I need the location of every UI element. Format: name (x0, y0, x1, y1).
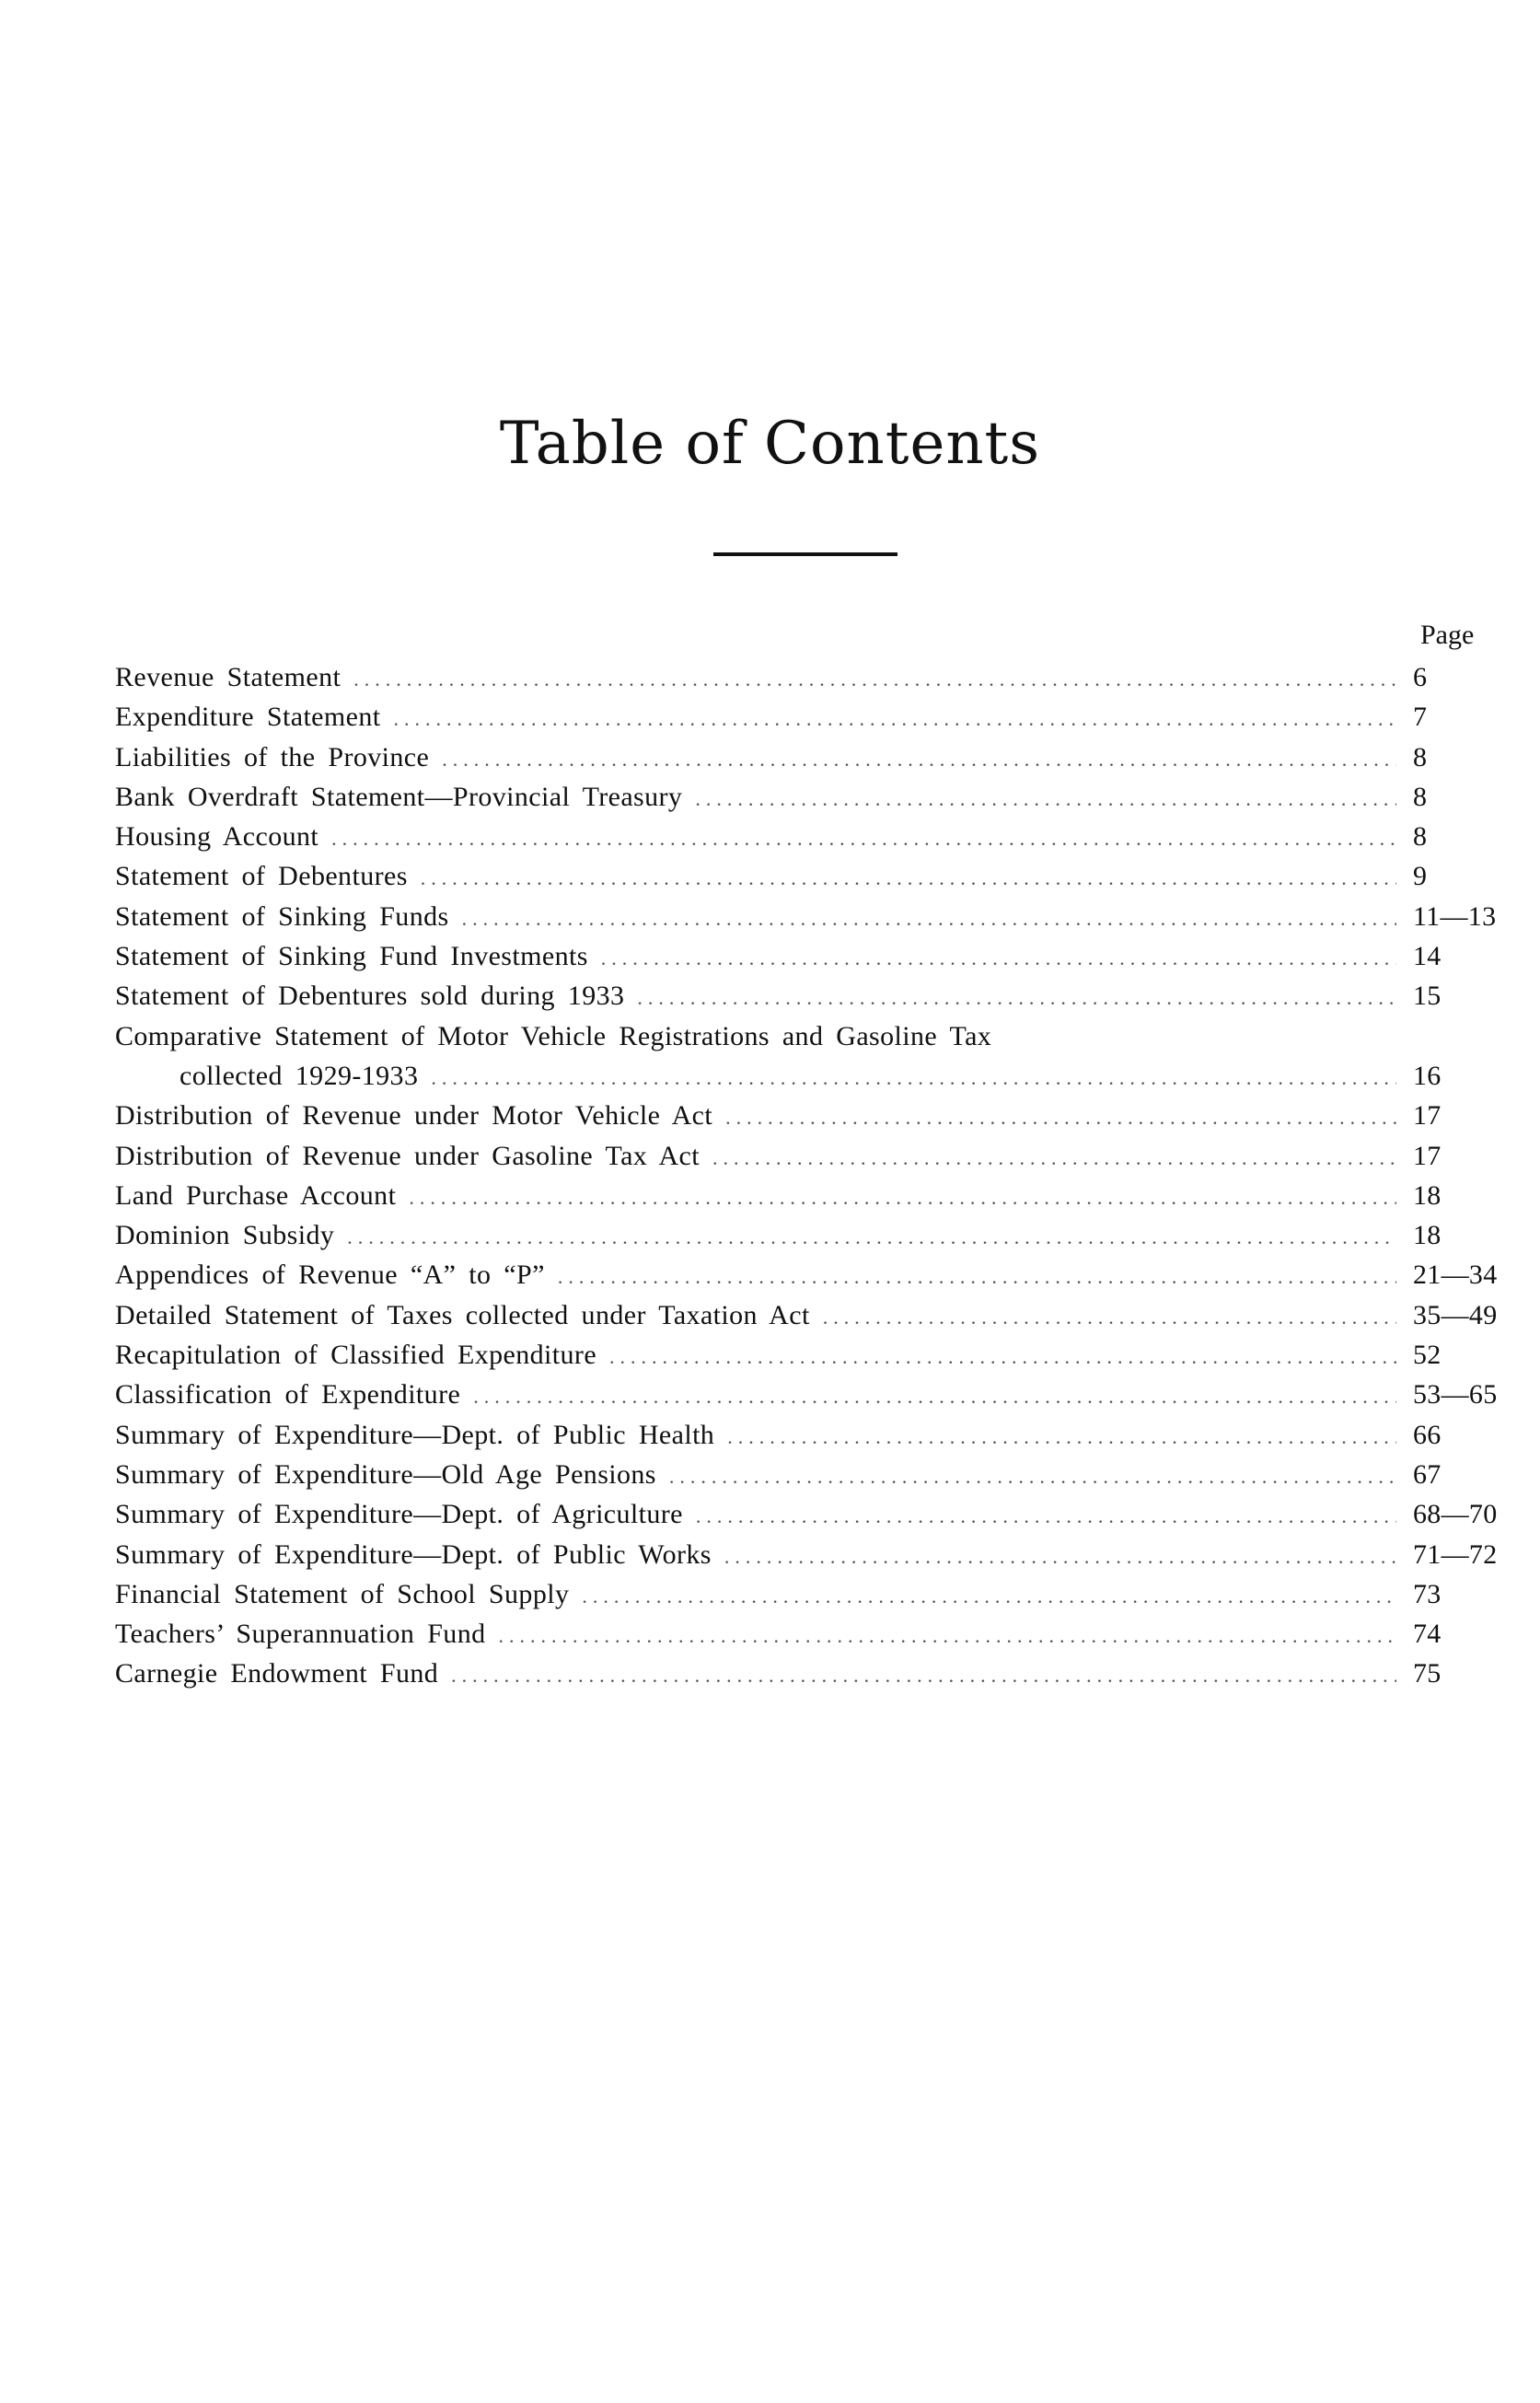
toc-entry-label: Statement of Debentures (115, 861, 408, 892)
toc-entry-page: 8 (1413, 781, 1428, 812)
dot-leader (823, 1297, 1396, 1337)
toc-entry-label: Summary of Expenditure—Dept. of Public Health (115, 1419, 715, 1450)
toc-entry (115, 976, 1496, 1016)
toc-entry (115, 1215, 1496, 1255)
toc-entry-label: Teachers’ Superannuation Fund (115, 1619, 486, 1650)
dot-leader (609, 1337, 1396, 1376)
toc-entry-label: Revenue Statement (115, 662, 342, 692)
dot-leader (331, 818, 1396, 858)
toc-entries (115, 657, 1496, 1694)
toc-entry-label: Liabilities of the Province (115, 741, 430, 772)
dot-leader (462, 899, 1396, 938)
toc-entry (115, 1335, 1496, 1375)
toc-entry-page: 35—49 (1413, 1299, 1498, 1330)
toc-entry-page: 9 (1413, 861, 1428, 892)
toc-entry-page: 66 (1413, 1419, 1442, 1450)
toc-entry (115, 1415, 1496, 1455)
toc-entry-label: Classification of Expenditure (115, 1379, 461, 1410)
toc-entry (115, 1614, 1496, 1654)
dot-leader (669, 1457, 1396, 1496)
dot-leader (499, 1616, 1397, 1655)
toc-entry-page: 8 (1413, 741, 1428, 772)
toc-entry-page: 16 (1413, 1060, 1442, 1091)
toc-entry (115, 1494, 1496, 1534)
dot-leader (724, 1537, 1396, 1576)
toc-entry-label: collected 1929-1933 (179, 1060, 419, 1091)
toc-entry-page: 14 (1413, 941, 1442, 972)
toc-entry-page: 53—65 (1413, 1379, 1498, 1410)
toc-entry-page: 8 (1413, 821, 1428, 853)
toc-entry (115, 777, 1496, 817)
toc-entry-label: Statement of Sinking Fund Investments (115, 941, 588, 972)
toc-entry-label: Expenditure Statement (115, 702, 381, 733)
toc-entry-page: 17 (1413, 1100, 1442, 1132)
toc-entry-label: Housing Account (115, 821, 319, 853)
toc-entry-label: Dominion Subsidy (115, 1220, 335, 1251)
toc-entry-page: 73 (1413, 1578, 1442, 1609)
toc-entry-label: Distribution of Revenue under Gasoline Tax Act (115, 1140, 700, 1171)
page-title: Table of Contents (499, 410, 1041, 478)
toc-entry-page: 15 (1413, 981, 1442, 1012)
toc-entry-label: Summary of Expenditure—Dept. of Public Works (115, 1538, 712, 1570)
toc-entry-label: Comparative Statement of Motor Vehicle Registrations and Gasoline Tax (115, 1020, 992, 1051)
toc-entry (115, 1535, 1496, 1574)
toc-entry (115, 697, 1496, 737)
dot-leader (695, 779, 1396, 818)
dot-leader (451, 1655, 1396, 1695)
dot-leader (394, 699, 1397, 738)
page-column-label: Page (1420, 620, 1475, 650)
toc-entry-page: 75 (1413, 1658, 1442, 1689)
toc-entry-label: Statement of Debentures sold during 1933 (115, 981, 625, 1012)
toc-entry-page: 18 (1413, 1220, 1442, 1251)
toc-entry-page: 17 (1413, 1140, 1442, 1171)
dot-leader (637, 978, 1396, 1017)
toc-entry-page: 52 (1413, 1340, 1442, 1371)
dot-leader (409, 1178, 1396, 1217)
toc-entry-label: Recapitulation of Classified Expenditure (115, 1340, 597, 1371)
dot-leader (421, 858, 1396, 898)
dot-leader (442, 739, 1396, 779)
toc-entry-page: 67 (1413, 1458, 1442, 1490)
toc-entry-label: Statement of Sinking Funds (115, 900, 449, 932)
dot-leader (431, 1058, 1396, 1097)
toc-entry-label: Appendices of Revenue “A” to “P” (115, 1260, 545, 1291)
toc-entry-page: 68—70 (1413, 1499, 1498, 1530)
toc-entry-label: Summary of Expenditure—Old Age Pensions (115, 1458, 656, 1490)
toc-entry-label: Detailed Statement of Taxes collected under Taxation Act (115, 1299, 810, 1330)
toc-entry (115, 1455, 1496, 1494)
toc-entry (115, 856, 1496, 896)
toc-entry (115, 1136, 1496, 1176)
toc-entry (115, 936, 1496, 976)
toc-entry-page: 7 (1413, 702, 1428, 733)
toc-entry-page: 18 (1413, 1179, 1442, 1211)
toc-entry (115, 1096, 1496, 1135)
toc-entry-page: 11—13 (1413, 900, 1497, 932)
dot-leader (601, 938, 1396, 978)
dot-leader (558, 1257, 1396, 1296)
dot-leader (347, 1217, 1396, 1257)
toc-entry (115, 1295, 1496, 1335)
dot-leader (712, 1138, 1396, 1178)
dot-leader (727, 1417, 1396, 1457)
dot-leader (582, 1576, 1396, 1616)
toc-entry (115, 817, 1496, 856)
dot-leader (725, 1097, 1396, 1137)
toc-entry-label: Summary of Expenditure—Dept. of Agriculture (115, 1499, 683, 1530)
title-underline-rule (713, 552, 897, 556)
toc-entry (115, 1176, 1496, 1215)
dot-leader (473, 1376, 1396, 1416)
toc-entry-continuation (115, 1056, 1496, 1096)
toc-entry-page: 21—34 (1413, 1260, 1498, 1291)
toc-entry-label: Land Purchase Account (115, 1179, 397, 1211)
dot-leader (696, 1496, 1396, 1536)
toc-entry-page: 74 (1413, 1619, 1442, 1650)
toc-entry-page: 71—72 (1413, 1538, 1498, 1570)
toc-entry (115, 737, 1496, 777)
toc-entry (115, 1654, 1496, 1693)
toc-entry-label: Financial Statement of School Supply (115, 1578, 570, 1609)
toc-entry-label: Distribution of Revenue under Motor Vehicle Act (115, 1100, 713, 1132)
dot-leader (353, 659, 1396, 699)
toc-entry-page: 6 (1413, 662, 1428, 692)
toc-entry-label: Bank Overdraft Statement—Provincial Treasury (115, 781, 683, 812)
toc-entry (115, 1255, 1496, 1294)
toc-entry (115, 1574, 1496, 1614)
toc-entry (115, 1016, 1496, 1056)
toc-entry (115, 897, 1496, 936)
toc-entry (115, 657, 1496, 697)
toc-entry-label: Carnegie Endowment Fund (115, 1658, 439, 1689)
toc-entry (115, 1375, 1496, 1414)
